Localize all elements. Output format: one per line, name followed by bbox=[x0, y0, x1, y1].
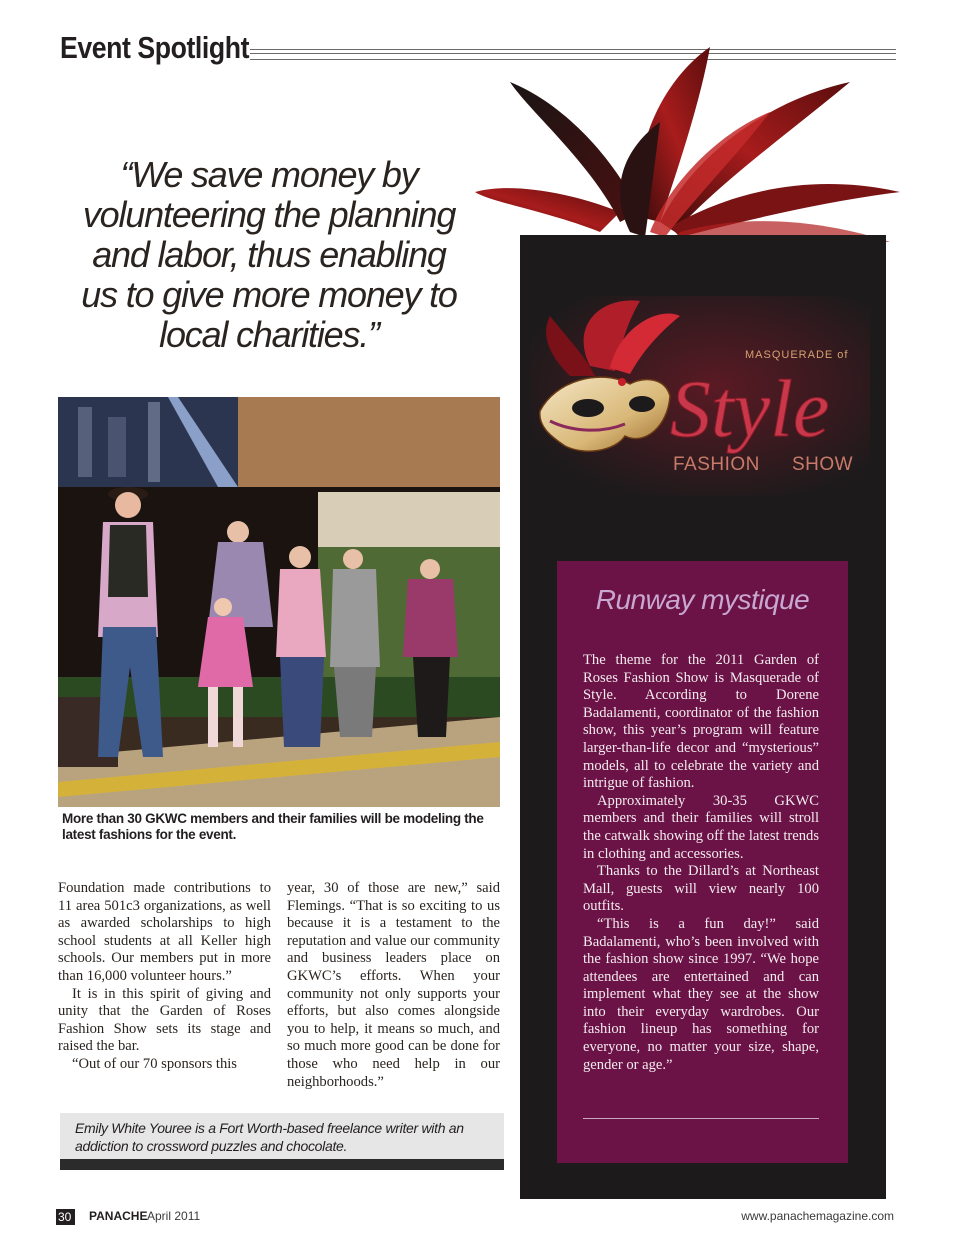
article-column-1 bbox=[58, 880, 271, 1074]
sidebar-title: Runway mystique bbox=[595, 584, 810, 615]
sidebar-paragraph: Thanks to the Dillard’s at Northeast Mall, guests will view nearly 100 outfits. bbox=[583, 863, 819, 915]
article-paragraph: year, 30 of those are new,” said Flemings. “That is so exciting to us because it is a testament to the reputation and value our community and business leaders place on GKWC’s efforts. When your community not only supports your efforts, but also comes alongside you to help, it means so much, and so much more good can be done for those who need help in our neighborhoods.” bbox=[287, 880, 500, 1090]
article-paragraph: It is in this spirit of giving and unity that the Garden of Roses Fashion Show sets its stage and raised the bar. bbox=[58, 985, 271, 1055]
masquerade-of-style-logo bbox=[530, 296, 870, 496]
pull-quote-line: “We save money by bbox=[120, 154, 418, 195]
magazine-name: PANACHE bbox=[89, 1209, 148, 1223]
article-paragraph: “Out of our 70 sponsors this bbox=[72, 1055, 237, 1072]
logo-fashion-text: FASHION bbox=[673, 454, 760, 475]
logo-style-text: Style bbox=[670, 363, 830, 454]
sidebar-paragraph: “This is a fun day!” said Badalamenti, who’s been involved with the fashion show since 1997. “We hope attendees are entertained and can implement what they see at the show into their everyday wardrobes. Our fashion lineup has something for everyone, no matter your size, shape, gender or age.” bbox=[583, 915, 819, 1073]
article-paragraph: Foundation made contributions to 11 area 501c3 organizations, as well as awarded scholarships to high school students at all Keller high schools. Our members put in more than 16,000 volunteer hours.” bbox=[58, 880, 271, 984]
runway-photo bbox=[58, 397, 500, 807]
page-number: 30 bbox=[56, 1209, 75, 1225]
pull-quote bbox=[64, 155, 474, 355]
section-title: Event Spotlight bbox=[60, 30, 250, 65]
pull-quote-line: us to give more money to bbox=[81, 274, 457, 315]
logo-show-text: SHOW bbox=[792, 454, 854, 475]
author-bio-box bbox=[60, 1113, 504, 1170]
sidebar-paragraph: Approximately 30-35 GKWC members and their families will stroll the catwalk showing off the latest trends in clothing and accessories. bbox=[583, 792, 819, 862]
author-bio-text: Emily White Youree is a Fort Worth-based freelance writer with an addiction to crossword puzzles and chocolate. bbox=[75, 1120, 464, 1154]
sidebar-paragraph: The theme for the 2011 Garden of Roses Fashion Show is Masquerade of Style. According to Dorene Badalamenti, coordinator of the fashion show, this year’s program will feature larger-than-life decor and “mysterious” models, all to celebrate the variety and intrigue of fashion. bbox=[583, 652, 819, 792]
sidebar-rule bbox=[583, 1118, 819, 1119]
pull-quote-line: and labor, thus enabling bbox=[92, 234, 446, 275]
issue-date: April 2011 bbox=[147, 1209, 201, 1223]
photo-caption: More than 30 GKWC members and their families will be modeling the latest fashions for the event. bbox=[62, 811, 484, 842]
pull-quote-line: local charities.” bbox=[159, 314, 379, 355]
website-link[interactable]: www.panachemagazine.com bbox=[741, 1209, 894, 1223]
feather-plume-illustration bbox=[470, 42, 910, 242]
pull-quote-line: volunteering the planning bbox=[82, 194, 456, 235]
sidebar-body bbox=[583, 652, 819, 1074]
article-column-2 bbox=[287, 880, 500, 1091]
logo-masquerade-of-text: MASQUERADE of bbox=[745, 349, 849, 361]
